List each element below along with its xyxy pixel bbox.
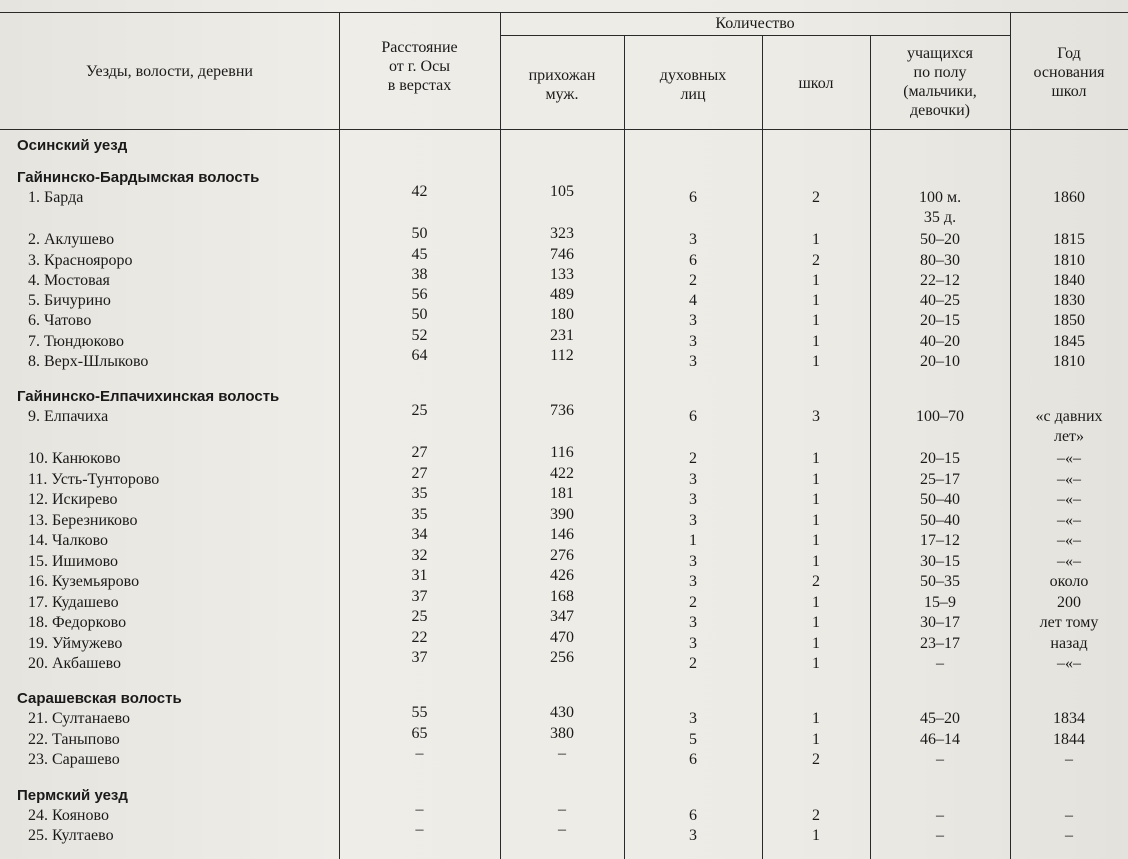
cell-cler: 6 [689,807,697,824]
cell-sch: 1 [812,292,820,309]
cell-stud: 50–40 [920,491,960,508]
cell-cler: 4 [689,292,697,309]
header-col4: духовных лиц [659,67,727,103]
cell-cler: 3 [689,614,697,631]
cell-year: – [1065,827,1073,844]
cell-sch: 1 [812,655,820,672]
cell-cler: 2 [689,655,697,672]
cell-year: лет тому [1039,614,1099,631]
cell-cler: 3 [689,827,697,844]
cell-cler: 6 [689,252,697,269]
cell-stud: 50–40 [920,512,960,529]
cell-dist: 35 [411,485,428,502]
cell-dist: 27 [411,444,428,461]
cell-cler: 3 [689,710,697,727]
cell-par: – [558,801,566,818]
cell-year: 1810 [1053,252,1085,269]
cell-cler: 3 [689,333,697,350]
cell-year: –«– [1057,655,1081,672]
row-name: 17. Кудашево [28,594,119,611]
cell-year: «с давних [1035,408,1103,425]
cell-dist: – [415,745,424,762]
row-name: 7. Тюндюково [28,333,124,350]
row-name: 18. Федорково [28,614,127,631]
cell-cler: 3 [689,491,697,508]
cell-dist: 42 [411,183,428,200]
row-name: 10. Канюково [28,450,121,467]
row-name: 20. Акбашево [28,655,122,672]
row-name: 19. Уймужево [28,635,123,652]
cell-sch: 1 [812,272,820,289]
cell-par: – [558,745,566,762]
cell-cler: 6 [689,408,697,425]
cell-stud: 25–17 [920,471,960,488]
row-name: 9. Елпачиха [28,408,109,425]
row-name: 1. Барда [28,189,84,206]
cell-dist: 37 [411,588,428,605]
cell-par: 489 [550,286,574,303]
cell-stud: 100–70 [916,408,964,425]
cell-sch: 2 [812,573,820,590]
cell-stud: 20–10 [920,353,960,370]
row-name: 3. Краснояроро [28,252,133,269]
group-rule [500,35,1010,36]
cell-year: 1850 [1053,312,1085,329]
cell-stud: 20–15 [920,450,960,467]
cell-year: 1834 [1053,710,1085,727]
row-name: 24. Кояново [28,807,109,824]
cell-dist: – [415,821,424,838]
cell-stud: 15–9 [924,594,956,611]
row-name: 5. Бичурино [28,292,111,309]
row-name: 25. Култаево [28,827,114,844]
cell-dist: 37 [411,649,428,666]
cell-cler: 2 [689,450,697,467]
cell-year: 1860 [1053,189,1085,206]
cell-par: 133 [550,266,574,283]
header-bottom-rule [0,129,1128,130]
cell-year: 200 [1057,594,1081,611]
cell-sch: 1 [812,491,820,508]
cell-year: около [1049,573,1089,590]
row-name: 14. Чалково [28,532,109,549]
cell-dist: 27 [411,465,428,482]
header-col3: прихожан муж. [528,67,596,103]
cell-cler: 6 [689,751,697,768]
cell-dist: 50 [411,306,428,323]
cell-dist: 31 [411,567,428,584]
cell-par: 256 [550,649,574,666]
cell-stud: – [936,827,944,844]
cell-sch: 1 [812,594,820,611]
cell-year: лет» [1053,428,1085,445]
top-rule [0,12,1128,13]
cell-sch: 1 [812,512,820,529]
cell-stud: 35 д. [923,209,957,226]
cell-year: – [1065,751,1073,768]
cell-sch: 1 [812,614,820,631]
cell-dist: 25 [411,608,428,625]
cell-year: 1845 [1053,333,1085,350]
cell-stud: 40–20 [920,333,960,350]
cell-stud: 80–30 [920,252,960,269]
cell-stud: 40–25 [920,292,960,309]
cell-year: назад [1050,635,1088,652]
cell-par: 146 [550,526,574,543]
cell-stud: 17–12 [920,532,960,549]
row-name: 2. Аклушево [28,231,115,248]
row-name: 13. Березниково [28,512,138,529]
cell-stud: 20–15 [920,312,960,329]
cell-sch: 1 [812,333,820,350]
cell-sch: 1 [812,731,820,748]
cell-stud: – [936,751,944,768]
cell-year: 1840 [1053,272,1085,289]
cell-cler: 2 [689,594,697,611]
cell-dist: 35 [411,506,428,523]
header-col7: Год основания школ [1033,45,1105,100]
cell-stud: – [936,807,944,824]
cell-stud: 22–12 [920,272,960,289]
cell-cler: 3 [689,312,697,329]
cell-par: 116 [550,444,574,461]
cell-year: –«– [1057,450,1081,467]
cell-sch: 2 [812,189,820,206]
cell-dist: 50 [411,225,428,242]
cell-stud: 30–15 [920,553,960,570]
cell-stud: 50–20 [920,231,960,248]
row-name: 4. Мостовая [28,272,110,289]
cell-sch: 1 [812,471,820,488]
cell-par: 181 [550,485,574,502]
cell-sch: 1 [812,231,820,248]
cell-year: –«– [1057,471,1081,488]
cell-year: –«– [1057,491,1081,508]
cell-dist: – [415,801,424,818]
cell-year: –«– [1057,512,1081,529]
cell-stud: 45–20 [920,710,960,727]
cell-cler: 1 [689,532,697,549]
cell-dist: 38 [411,266,428,283]
cell-dist: 45 [411,246,428,263]
cell-sch: 1 [812,710,820,727]
cell-stud: 100 м. [918,189,962,206]
cell-par: 323 [550,225,574,242]
cell-cler: 3 [689,553,697,570]
cell-year: –«– [1057,532,1081,549]
cell-dist: 52 [411,327,428,344]
cell-sch: 1 [812,635,820,652]
header-col2: Расстояние от г. Осы в верстах [381,39,458,94]
cell-par: 426 [550,567,574,584]
cell-stud: 46–14 [920,731,960,748]
header-col1: Уезды, волости, деревни [86,63,253,80]
row-name: 8. Верх-Шлыково [28,353,149,370]
cell-year: –«– [1057,553,1081,570]
cell-cler: 3 [689,231,697,248]
cell-par: 105 [550,183,574,200]
section-heading: Осинский уезд [17,137,128,154]
header-col6: учащихся по полу (мальчики, девочки) [903,45,977,119]
row-name: 11. Усть-Тунторово [28,471,160,488]
cell-year: 1815 [1053,231,1085,248]
cell-par: 168 [550,588,574,605]
row-name: 21. Султанаево [28,710,131,727]
row-name: 16. Куземьярово [28,573,140,590]
cell-cler: 5 [689,731,697,748]
header-group: Количество [715,15,795,32]
cell-sch: 1 [812,532,820,549]
row-name: 15. Ишимово [28,553,119,570]
cell-dist: 65 [411,725,428,742]
cell-par: 231 [550,327,574,344]
cell-sch: 2 [812,751,820,768]
cell-stud: 30–17 [920,614,960,631]
cell-sch: 1 [812,827,820,844]
cell-sch: 1 [812,450,820,467]
cell-dist: 56 [411,286,428,303]
cell-sch: 1 [812,553,820,570]
row-name: 22. Таныпово [28,731,120,748]
row-name: 23. Сарашево [28,751,120,768]
cell-stud: 23–17 [920,635,960,652]
cell-sch: 1 [812,312,820,329]
cell-cler: 3 [689,573,697,590]
header-col5: школ [798,75,834,92]
cell-stud: – [936,655,944,672]
cell-cler: 6 [689,189,697,206]
cell-par: 276 [550,547,574,564]
cell-par: 380 [550,725,574,742]
cell-dist: 22 [411,629,428,646]
cell-year: 1810 [1053,353,1085,370]
cell-sch: 2 [812,807,820,824]
cell-par: 470 [550,629,574,646]
row-name: 12. Искирево [28,491,118,508]
cell-par: 430 [550,704,574,721]
cell-cler: 2 [689,272,697,289]
cell-par: – [558,821,566,838]
section-heading: Сарашевская волость [17,690,182,707]
cell-dist: 64 [411,347,428,364]
cell-year: – [1065,807,1073,824]
cell-sch: 3 [812,408,820,425]
cell-dist: 32 [411,547,428,564]
cell-par: 180 [550,306,574,323]
cell-par: 422 [550,465,574,482]
cell-cler: 3 [689,471,697,488]
cell-sch: 1 [812,353,820,370]
cell-dist: 55 [411,704,428,721]
cell-dist: 25 [411,402,428,419]
cell-par: 736 [550,402,574,419]
cell-year: 1830 [1053,292,1085,309]
cell-par: 112 [550,347,574,364]
cell-par: 746 [550,246,574,263]
cell-stud: 50–35 [920,573,960,590]
cell-year: 1844 [1053,731,1085,748]
section-heading: Гайнинско-Бардымская волость [17,169,260,186]
cell-cler: 3 [689,353,697,370]
cell-cler: 3 [689,635,697,652]
row-name: 6. Чатово [28,312,92,329]
cell-par: 347 [550,608,574,625]
cell-sch: 2 [812,252,820,269]
cell-par: 390 [550,506,574,523]
cell-dist: 34 [411,526,428,543]
cell-cler: 3 [689,512,697,529]
section-heading: Гайнинско-Елпачихинская волость [17,388,280,405]
section-heading: Пермский уезд [17,787,128,804]
